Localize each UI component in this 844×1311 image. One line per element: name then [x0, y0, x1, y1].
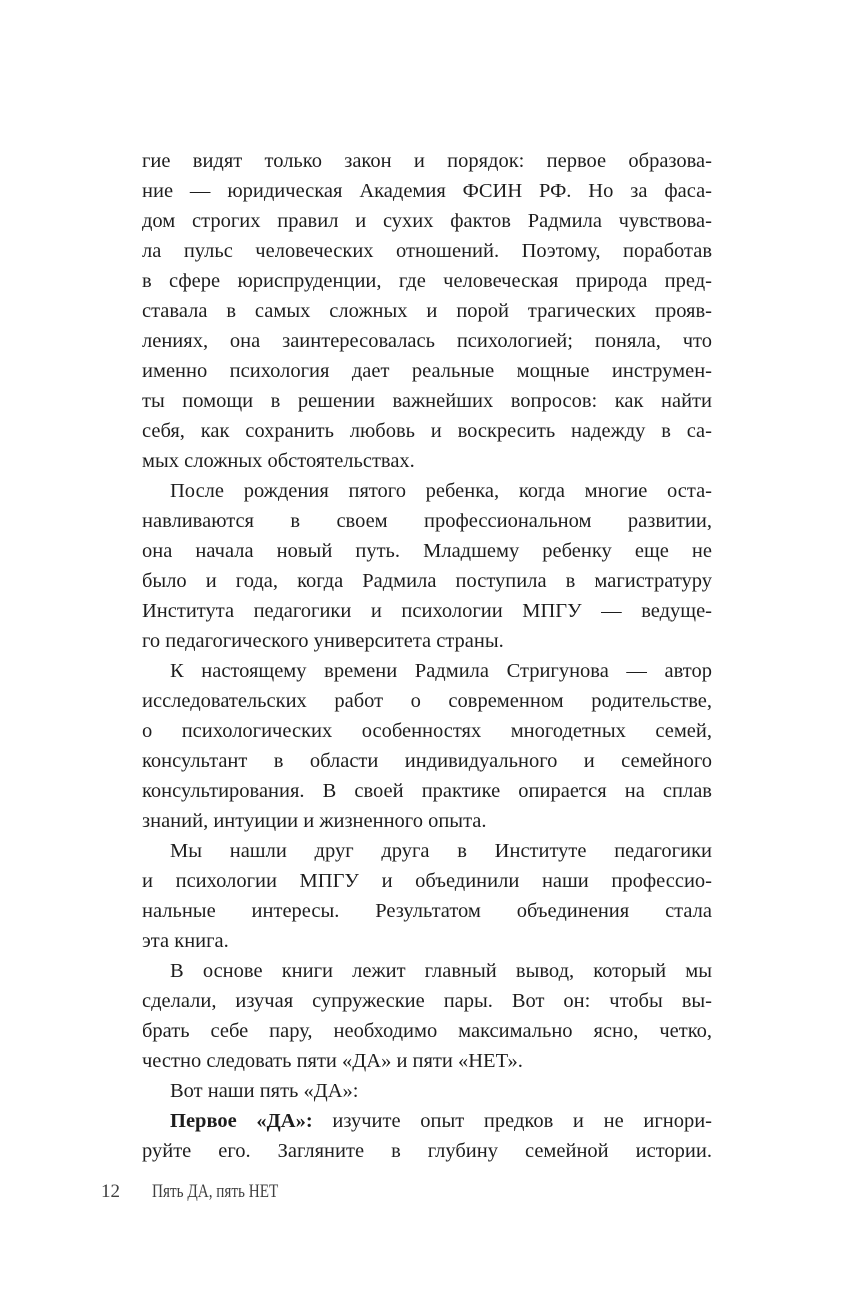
paragraph	[142, 1076, 712, 1106]
text-line: в сфере юриспруденции, где человеческая природа пред-	[142, 270, 712, 292]
paragraph	[142, 656, 712, 836]
text-line: навливаются в своем профессиональном развитии,	[142, 510, 712, 532]
lead-rest: изучите опыт предков и не игнори-	[332, 1110, 713, 1132]
text-line: лениях, она заинтересовалась психологией; поняла, что	[142, 330, 712, 352]
text-line: именно психология дает реальные мощные инструмен-	[142, 360, 712, 382]
text-line: го педагогического университета страны.	[142, 630, 504, 652]
text-line: После рождения пятого ребенка, когда многие оста-	[170, 480, 712, 502]
text-line: эта книга.	[142, 930, 229, 952]
text-line: сделали, изучая супружеские пары. Вот он: чтобы вы-	[142, 990, 712, 1012]
paragraph	[142, 476, 712, 656]
text-line: консультирования. В своей практике опирается на сплав	[142, 780, 712, 802]
text-line: она начала новый путь. Младшему ребенку еще не	[142, 540, 712, 562]
text-line: себя, как сохранить любовь и воскресить надежду в са-	[142, 420, 712, 442]
text-line: гие видят только закон и порядок: первое образова-	[142, 150, 712, 172]
text-line: ла пульс человеческих отношений. Поэтому, поработав	[142, 240, 712, 262]
text-block	[142, 146, 712, 1166]
text-line: и психологии МПГУ и объединили наши профессио-	[142, 870, 712, 892]
text-line: руйте его. Загляните в глубину семейной истории.	[142, 1140, 712, 1162]
bold-lead: Первое «ДА»:	[170, 1110, 313, 1132]
text-line: честно следовать пяти «ДА» и пяти «НЕТ».	[142, 1050, 523, 1072]
text-line: В основе книги лежит главный вывод, который мы	[170, 960, 712, 982]
text-line: Института педагогики и психологии МПГУ — ведуще-	[142, 600, 712, 622]
text-line: нальные интересы. Результатом объединения стала	[142, 900, 712, 922]
text-line: дом строгих правил и сухих фактов Радмила чувствова-	[142, 210, 712, 232]
text-line: ставала в самых сложных и порой трагических прояв-	[142, 300, 712, 322]
text-line: ние — юридическая Академия ФСИН РФ. Но за фаса-	[142, 180, 712, 202]
footer	[0, 1181, 844, 1205]
text-line: Вот наши пять «ДА»:	[170, 1080, 359, 1102]
text-line: Мы нашли друг друга в Институте педагогики	[170, 840, 712, 862]
text-line: было и года, когда Радмила поступила в магистратуру	[142, 570, 712, 592]
page-number: 12	[101, 1181, 120, 1202]
text-line: знаний, интуиции и жизненного опыта.	[142, 810, 487, 832]
paragraph	[142, 836, 712, 956]
text-line	[142, 1106, 712, 1136]
text-line: мых сложных обстоятельствах.	[142, 450, 415, 472]
paragraph	[142, 146, 712, 476]
text-line: о психологических особенностях многодетных семей,	[142, 720, 712, 742]
paragraph	[142, 956, 712, 1076]
text-line: брать себе пару, необходимо максимально ясно, четко,	[142, 1020, 712, 1042]
text-line: ты помощи в решении важнейших вопросов: как найти	[142, 390, 712, 412]
text-line: исследовательских работ о современном родительстве,	[142, 690, 712, 712]
text-line: консультант в области индивидуального и семейного	[142, 750, 712, 772]
running-title: Пять ДА, пять НЕТ	[152, 1181, 279, 1202]
paragraph	[142, 1106, 712, 1166]
text-line: К настоящему времени Радмила Стригунова — автор	[170, 660, 712, 682]
